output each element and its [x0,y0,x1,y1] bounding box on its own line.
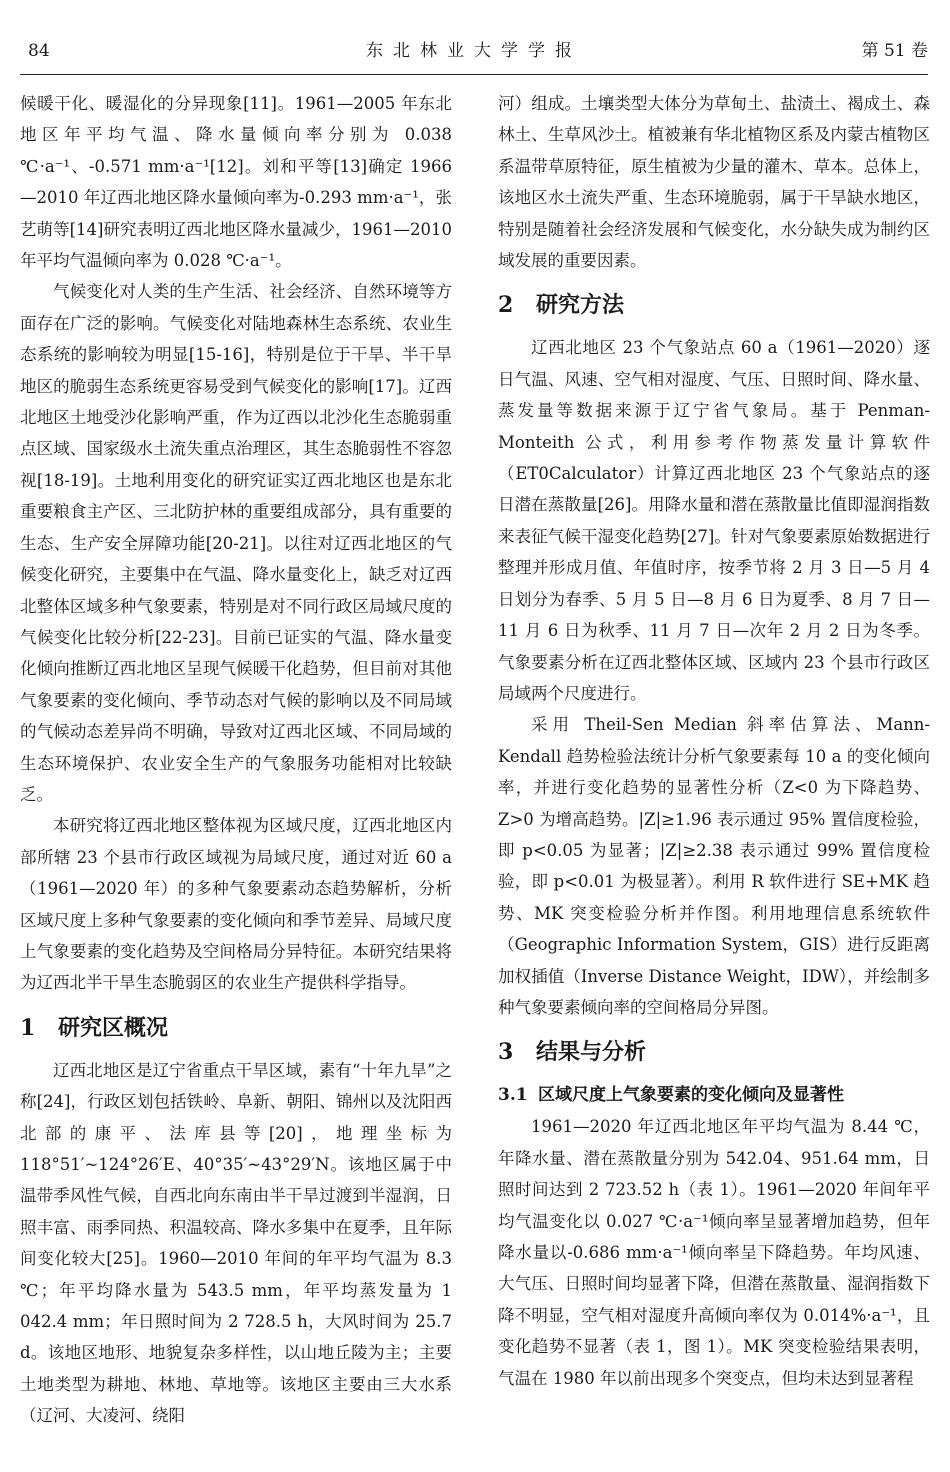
section-heading-1 [20,1011,452,1045]
section-number: 1 [20,1014,36,1041]
paragraph-climate-impact: 气候变化对人类的生产生活、社会经济、自然环境等方面存在广泛的影响。气候变化对陆地森林生态系统、农业生态系统的影响较为明显[15-16]，特别是位于干旱、半干旱地区的脆弱生态系统更容易受到气候变化的影响[17]。辽西北地区土地受沙化影响严重，作为辽西以北沙化生态脆弱重点区域、国家级水土流失重点治理区，其生态脆弱性不容忽视[18-19]。土地利用变化的研究证实辽西北地区也是东北重要粮食主产区、三北防护林的重要组成部分，具有重要的生态、生产安全屏障功能[20-21]。以往对辽西北地区的气候变化研究，主要集中在气温、降水量变化上，缺乏对辽西北整体区域多种气象要素，特别是对不同行政区局域尺度的气候变化比较分析[22-23]。目前已证实的气温、降水量变化倾向推断辽西北地区呈现气候暖干化趋势，但目前对其他气象要素的变化倾向、季节动态对气候的影响以及不同局域的气候动态差异尚不明确，导致对辽西北区域、不同局域的生态环境保护、农业安全生产的气象服务功能相对比较缺乏。 [20,282,452,804]
section-title: 研究方法 [536,292,625,319]
paragraph-data-source: 辽西北地区 23 个气象站点 60 a（1961—2020）逐日气温、风速、空气相对湿度、气压、日照时间、降水量、蒸发量等数据来源于辽宁省气象局。基于 Penman-Monteith 公式，利用参考作物蒸发量计算软件（ET0Calculator）计算辽西北地区 23 个气象站点的逐日潜在蒸散量[26]。用降水量和潜在蒸散量比值即湿润指数来表征气候干湿变化趋势[27]。针对气象要素原始数据进行整理并形成月值、年值时序，按季节将 2 月 3 日—5 月 4 日划分为春季、5 月 5 日—8 月 6 日为夏季、8 月 7 日—11 月 6 日为秋季、11 月 7 日—次年 2 月 2 日为冬季。气象要素分析在辽西北整体区域、区域内 23 个县市行政区局域两个尺度进行。 [498,338,930,703]
left-column [20,88,452,1432]
paragraph-continued: 候暖干化、暖湿化的分异现象[11]。1961—2005 年东北地区年平均气温、降水量倾向率分别为 0.038 ℃·a⁻¹、-0.571 mm·a⁻¹[12]。刘和平等[13]确定 1966—2010 年辽西北地区降水量倾向率为-0.293 mm·a⁻¹，张艺萌等[14]研究表明辽西北地区降水量减少，1961—2010 年平均气温倾向率为 0.028 ℃·a⁻¹。 [20,94,452,271]
section-title: 研究区概况 [58,1014,169,1041]
paragraph-study-area-continued: 河）组成。土壤类型大体分为草甸土、盐渍土、褐成土、森林土、生草风沙土。植被兼有华北植物区系及内蒙古植物区系温带草原特征，原生植被为少量的灌木、草本。总体上，该地区水土流失严重、生态环境脆弱，属于干旱缺水地区，特别是随着社会经济发展和气候变化，水分缺失成为制约区域发展的重要因素。 [498,94,930,271]
subsection-heading-3-1 [498,1079,930,1111]
paragraph-study-area: 辽西北地区是辽宁省重点干旱区域，素有“十年九旱”之称[24]，行政区划包括铁岭、阜新、朝阳、锦州以及沈阳西北部的康平、法库县等[20]，地理坐标为 118°51′~124°26′E、40°35′~43°29′N。该地区属于中温带季风性气候，自西北向东南由半干旱过渡到半湿润，日照丰富、雨季同热、积温较高、降水多集中在夏季，且年际间变化较大[25]。1960—2010 年间的年平均气温为 8.3 ℃；年平均降水量为 543.5 mm，年平均蒸发量为 1 042.4 mm；年日照时间为 2 728.5 h，大风时间为 25.7 d。该地区地形、地貌复杂多样性，以山地丘陵为主；主要土地类型为耕地、林地、草地等。该地区主要由三大水系（辽河、大凌河、绕阳 [20,1060,452,1426]
subsection-title: 区域尺度上气象要素的变化倾向及显著性 [538,1085,844,1106]
running-header [20,38,928,64]
paragraph-methods: 采用 Theil-Sen Median 斜率估算法、Mann-Kendall 趋势检验法统计分析气象要素每 10 a 的变化倾向率，并进行变化趋势的显著性分析（Z<0 为下降趋势、Z>0 为增高趋势。|Z|≥1.96 表示通过 95% 置信度检验，即 p<0.05 为显著；|Z|≥2.38 表示通过 99% 置信度检验，即 p<0.01 为极显著）。利用 R 软件进行 SE+MK 趋势、MK 突变检验分析并作图。利用地理信息系统软件（Geographic Information System，GIS）进行反距离加权插值（Inverse Distance Weight，IDW），并绘制多种气象要素倾向率的空间格局分异图。 [498,715,930,1017]
volume-label: 第 51 卷 [861,41,928,61]
page-number: 84 [28,41,50,61]
section-heading-3 [498,1035,930,1069]
paragraph-study-aim: 本研究将辽西北地区整体视为区域尺度，辽西北地区内部所辖 23 个县市行政区域视为局域尺度，通过对近 60 a（1961—2020 年）的多种气象要素动态趋势解析，分析区域尺度上多种气象要素的变化倾向和季节差异、局域尺度上气象要素的变化趋势及空间格局分异特征。本研究结果将为辽西北半干旱生态脆弱区的农业生产提供科学指导。 [20,816,452,993]
section-number: 3 [498,1039,514,1066]
section-number: 2 [498,292,514,319]
journal-title: 东北林业大学学报 [366,41,582,61]
right-column [498,88,930,1394]
section-heading-2 [498,288,930,322]
section-title: 结果与分析 [536,1039,647,1066]
header-rule [20,74,928,75]
paragraph-results: 1961—2020 年辽西北地区年平均气温为 8.44 ℃，年降水量、潜在蒸散量分别为 542.04、951.64 mm，日照时间达到 2 723.52 h（表 1）。1961—2020 年间年平均气温变化以 0.027 ℃·a⁻¹倾向率呈显著增加趋势，但年降水量以-0.686 mm·a⁻¹倾向率呈下降趋势。年均风速、大气压、日照时间均显著下降，但潜在蒸散量、湿润指数下降不明显，空气相对湿度升高倾向率仅为 0.014%·a⁻¹，且变化趋势不显著（表 1，图 1）。MK 突变检验结果表明，气温在 1980 年以前出现多个突变点，但均未达到显著程 [498,1117,930,1388]
subsection-number: 3.1 [498,1085,528,1106]
